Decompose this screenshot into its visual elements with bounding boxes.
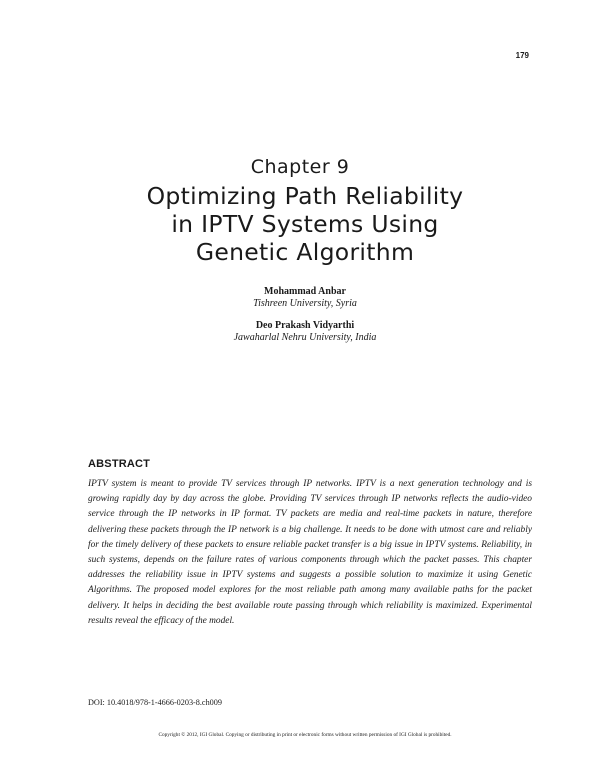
doi: DOI: 10.4018/978-1-4666-0203-8.ch009 xyxy=(88,698,222,707)
copyright-notice: Copyright © 2012, IGI Global. Copying or distributing in print or electronic forms without written permission of IGI Global is prohibited. xyxy=(158,732,452,738)
chapter-title xyxy=(100,182,510,266)
abstract-text: IPTV system is meant to provide TV services through IP networks. IPTV is a next generation technology and is growing rapidly day by day across the globe. Providing TV services through IP networks reflects the audio-video service through the IP networks in IP format. TV packets are media and real-time packets in nature, therefore delivering these packets through the IP network is a big challenge. It needs to be done with utmost care and reliably for the timely delivery of these packets to ensure reliable packet transfer is a big issue in IPTV systems. Reliability, in such systems, depends on the failure rates of various components through which the packet passes. This chapter addresses the reliability issue in IPTV systems and suggests a possible solution to maximize it using Genetic Algorithms. The proposed model explores for the most reliable path among many available paths for the packet delivery. It helps in deciding the best available route passing through which reliability is maximized. Experimental results reveal the efficacy of the model. xyxy=(88,479,532,626)
author-name: Mohammad Anbar xyxy=(264,286,346,297)
author-affiliation: Tishreen University, Syria xyxy=(253,298,357,309)
chapter-label: Chapter 9 xyxy=(250,156,350,178)
author-block xyxy=(0,286,600,310)
chapter-title-line: Optimizing Path Reliability xyxy=(146,182,464,210)
chapter-title-line: Genetic Algorithm xyxy=(195,238,415,266)
abstract-heading: ABSTRACT xyxy=(88,458,151,470)
page-number: 179 xyxy=(515,51,529,60)
author-affiliation: Jawaharlal Nehru University, India xyxy=(233,332,377,343)
chapter-title-line: in IPTV Systems Using xyxy=(171,210,439,238)
author-name: Deo Prakash Vidyarthi xyxy=(255,320,355,331)
author-block xyxy=(0,320,600,344)
